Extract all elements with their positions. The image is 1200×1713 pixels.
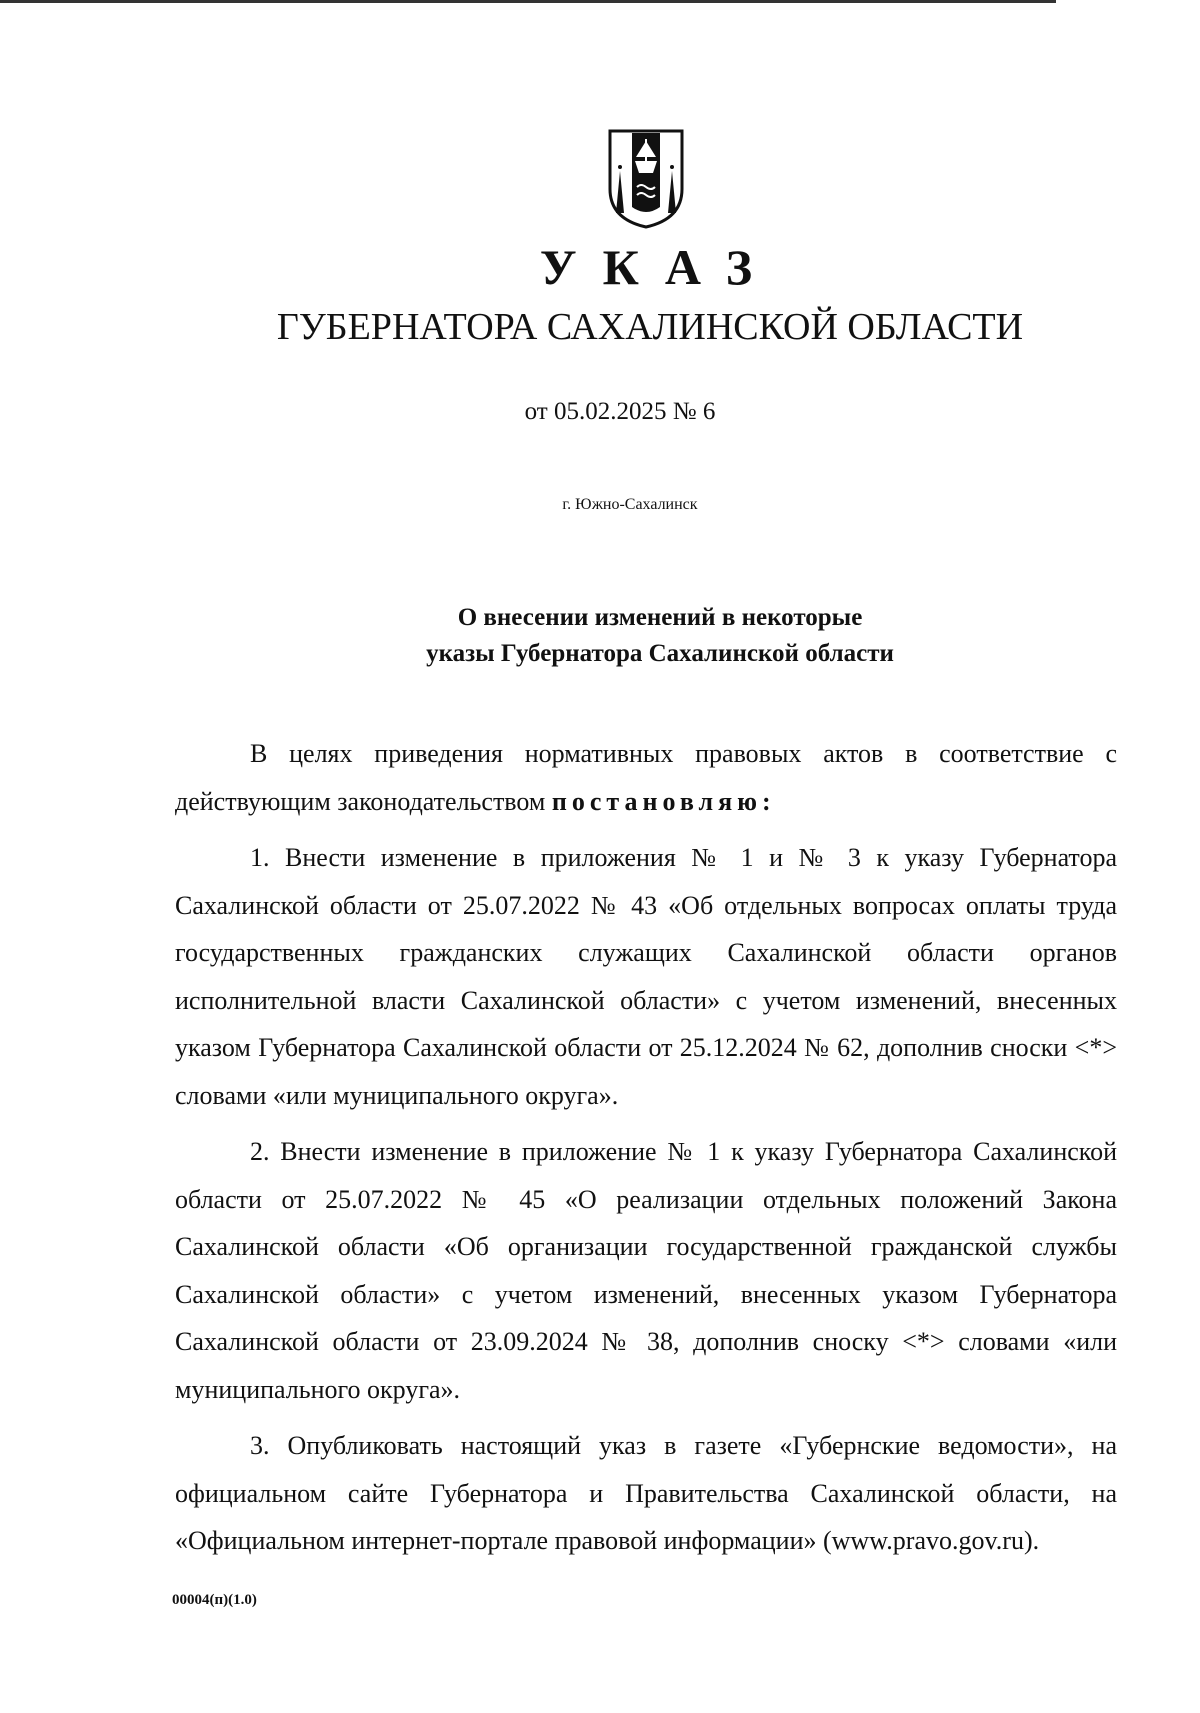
heading-line-1: О внесении изменений в некоторые: [457, 604, 863, 631]
heading-line-2: указы Губернатора Сахалинской области: [426, 640, 894, 667]
item-paragraph-1: 1. Внести изменение в приложения № 1 и № 3 к указу Губернатора Сахалинской области от 25.07.2022 № 43 «Об отдельных вопросах оплаты труда государственных гражданских служащих Сахалинской области органов исполнительной власти Сахалинской области» с учетом изменений, внесенных указом Губернатора Сахалинской области от 25.12.2024 № 62, дополнив сноски <*> словами «или муниципального округа».: [175, 843, 1117, 1110]
document-title: УКАЗ: [539, 239, 779, 295]
item-paragraph-2: 2. Внести изменение в приложение № 1 к указу Губернатора Сахалинской области от 25.07.2022 № 45 «О реализации отдельных положений Закона Сахалинской области «Об организации государственной гражданской службы Сахалинской области» с учетом изменений, внесенных указом Губернатора Сахалинской области от 23.09.2024 № 38, дополнив сноску <*> словами «или муниципального округа».: [175, 1137, 1117, 1404]
preamble-text: В целях приведения нормативных правовых актов в соответствие с действующим законодательством: [175, 739, 1117, 816]
document-subtitle: ГУБЕРНАТОРА САХАЛИНСКОЙ ОБЛАСТИ: [276, 306, 1024, 348]
preamble-paragraph: [175, 730, 1117, 825]
coat-of-arms-icon: [606, 127, 686, 229]
document-date-number: от 05.02.2025 № 6: [524, 398, 716, 425]
document-code: 00004(п)(1.0): [172, 1592, 257, 1608]
preamble-keyword: постановляю:: [551, 786, 776, 816]
document-heading: [0, 600, 1200, 672]
document-city: г. Южно-Сахалинск: [562, 496, 698, 513]
document-body: [175, 730, 1117, 1574]
item-paragraph-3: 3. Опубликовать настоящий указ в газете «Губернские ведомости», на официальном сайте Губернатора и Правительства Сахалинской области, на «Официальном интернет-портале правовой информации» (www.pravo.gov.ru).: [175, 1431, 1117, 1555]
scan-top-border: [0, 0, 1056, 3]
